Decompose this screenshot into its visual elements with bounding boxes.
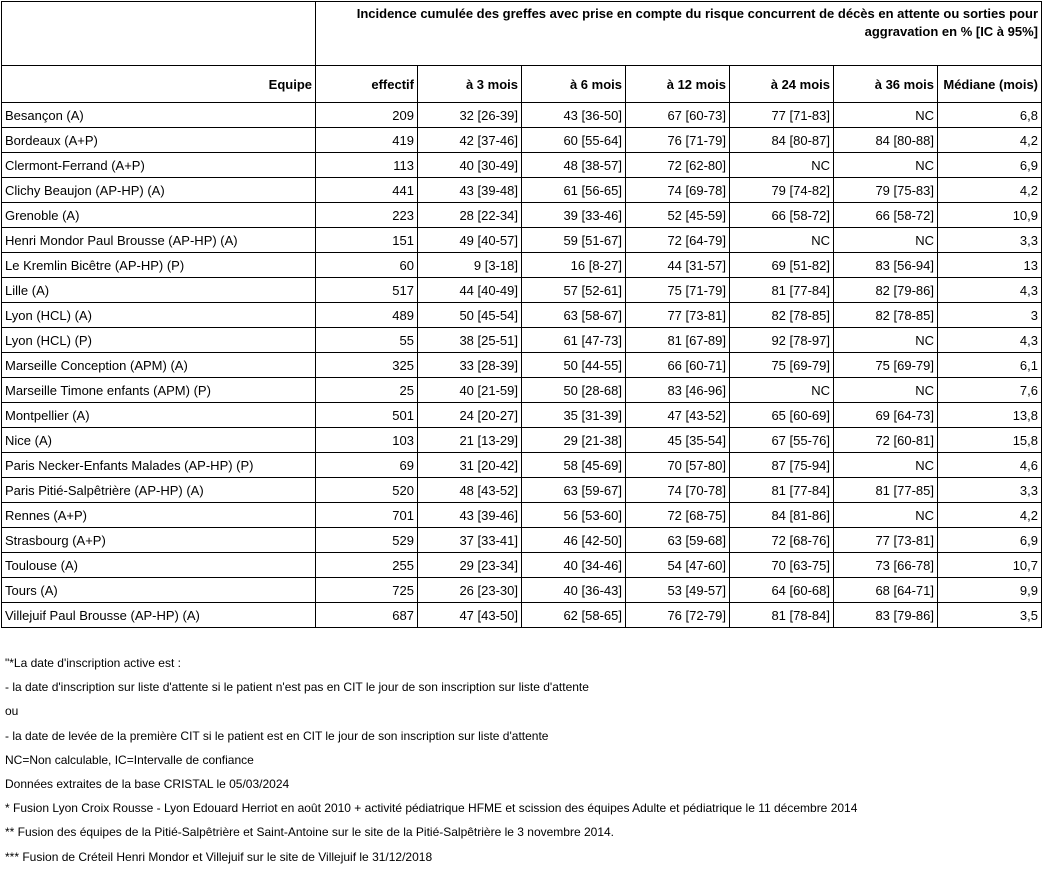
cell-24-mois: NC bbox=[730, 228, 834, 253]
cell-6-mois: 61 [47-73] bbox=[522, 328, 626, 353]
cell-3-mois: 38 [25-51] bbox=[418, 328, 522, 353]
cell-24-mois: 81 [77-84] bbox=[730, 278, 834, 303]
cell-36-mois: 81 [77-85] bbox=[834, 478, 938, 503]
cell-mediane: 10,7 bbox=[938, 553, 1042, 578]
cell-equipe: Rennes (A+P) bbox=[2, 503, 316, 528]
cell-36-mois: 82 [79-86] bbox=[834, 278, 938, 303]
cell-3-mois: 48 [43-52] bbox=[418, 478, 522, 503]
cell-mediane: 3,3 bbox=[938, 228, 1042, 253]
table-row bbox=[2, 178, 1042, 203]
footnote-line: ** Fusion des équipes de la Pitié-Salpêtrière et Saint-Antoine sur le site de la Pitié-Salpêtrière le 3 novembre 2014. bbox=[5, 825, 615, 840]
cell-36-mois: 75 [69-79] bbox=[834, 353, 938, 378]
table-row bbox=[2, 478, 1042, 503]
cell-12-mois: 77 [73-81] bbox=[626, 303, 730, 328]
cell-6-mois: 63 [59-67] bbox=[522, 478, 626, 503]
cell-24-mois: 65 [60-69] bbox=[730, 403, 834, 428]
cell-12-mois: 63 [59-68] bbox=[626, 528, 730, 553]
header-3-mois: à 3 mois bbox=[418, 66, 522, 103]
header-36-mois: à 36 mois bbox=[834, 66, 938, 103]
cell-24-mois: 92 [78-97] bbox=[730, 328, 834, 353]
cell-12-mois: 67 [60-73] bbox=[626, 103, 730, 128]
cell-mediane: 6,1 bbox=[938, 353, 1042, 378]
table-row bbox=[2, 153, 1042, 178]
cell-36-mois: NC bbox=[834, 228, 938, 253]
cell-3-mois: 31 [20-42] bbox=[418, 453, 522, 478]
cell-effectif: 223 bbox=[316, 203, 418, 228]
cell-equipe: Bordeaux (A+P) bbox=[2, 128, 316, 153]
cell-equipe: Lille (A) bbox=[2, 278, 316, 303]
cell-36-mois: 84 [80-88] bbox=[834, 128, 938, 153]
cell-6-mois: 58 [45-69] bbox=[522, 453, 626, 478]
table-row bbox=[2, 253, 1042, 278]
cell-3-mois: 50 [45-54] bbox=[418, 303, 522, 328]
cell-effectif: 103 bbox=[316, 428, 418, 453]
table-row bbox=[2, 428, 1042, 453]
cell-equipe: Paris Necker-Enfants Malades (AP-HP) (P) bbox=[2, 453, 316, 478]
table-row bbox=[2, 578, 1042, 603]
table-row bbox=[2, 503, 1042, 528]
cell-effectif: 419 bbox=[316, 128, 418, 153]
cell-24-mois: 84 [81-86] bbox=[730, 503, 834, 528]
cell-mediane: 4,2 bbox=[938, 128, 1042, 153]
footnote-line: NC=Non calculable, IC=Intervalle de confiance bbox=[5, 752, 254, 767]
footnote-line: ou bbox=[5, 704, 19, 719]
cell-equipe: Montpellier (A) bbox=[2, 403, 316, 428]
cell-equipe: Grenoble (A) bbox=[2, 203, 316, 228]
cell-36-mois: NC bbox=[834, 453, 938, 478]
cell-equipe: Marseille Conception (APM) (A) bbox=[2, 353, 316, 378]
cell-36-mois: NC bbox=[834, 328, 938, 353]
cell-3-mois: 33 [28-39] bbox=[418, 353, 522, 378]
cell-24-mois: 70 [63-75] bbox=[730, 553, 834, 578]
cell-effectif: 725 bbox=[316, 578, 418, 603]
table-row bbox=[2, 528, 1042, 553]
cell-6-mois: 60 [55-64] bbox=[522, 128, 626, 153]
cell-36-mois: 69 [64-73] bbox=[834, 403, 938, 428]
cell-12-mois: 83 [46-96] bbox=[626, 378, 730, 403]
cell-36-mois: NC bbox=[834, 503, 938, 528]
cell-24-mois: 75 [69-79] bbox=[730, 353, 834, 378]
cell-6-mois: 43 [36-50] bbox=[522, 103, 626, 128]
table-row bbox=[2, 328, 1042, 353]
cell-36-mois: 68 [64-71] bbox=[834, 578, 938, 603]
cell-6-mois: 63 [58-67] bbox=[522, 303, 626, 328]
cell-3-mois: 43 [39-48] bbox=[418, 178, 522, 203]
cell-mediane: 4,2 bbox=[938, 178, 1042, 203]
super-header-title: Incidence cumulée des greffes avec prise en compte du risque concurrent de décès en attente ou sorties pour aggravation en % [IC à 95%] bbox=[316, 2, 1042, 66]
cell-6-mois: 16 [8-27] bbox=[522, 253, 626, 278]
table-row bbox=[2, 553, 1042, 578]
table-row bbox=[2, 453, 1042, 478]
cell-24-mois: 77 [71-83] bbox=[730, 103, 834, 128]
cell-24-mois: 84 [80-87] bbox=[730, 128, 834, 153]
table-row bbox=[2, 303, 1042, 328]
cell-mediane: 6,8 bbox=[938, 103, 1042, 128]
cell-effectif: 255 bbox=[316, 553, 418, 578]
footnote-line: Données extraites de la base CRISTAL le 05/03/2024 bbox=[5, 776, 290, 791]
cell-6-mois: 35 [31-39] bbox=[522, 403, 626, 428]
cell-mediane: 4,3 bbox=[938, 278, 1042, 303]
cell-equipe: Strasbourg (A+P) bbox=[2, 528, 316, 553]
cell-6-mois: 59 [51-67] bbox=[522, 228, 626, 253]
cell-3-mois: 40 [30-49] bbox=[418, 153, 522, 178]
incidence-table bbox=[1, 1, 1042, 628]
cell-3-mois: 49 [40-57] bbox=[418, 228, 522, 253]
cell-effectif: 325 bbox=[316, 353, 418, 378]
cell-12-mois: 54 [47-60] bbox=[626, 553, 730, 578]
cell-12-mois: 81 [67-89] bbox=[626, 328, 730, 353]
cell-12-mois: 75 [71-79] bbox=[626, 278, 730, 303]
cell-36-mois: NC bbox=[834, 378, 938, 403]
cell-36-mois: 77 [73-81] bbox=[834, 528, 938, 553]
cell-3-mois: 28 [22-34] bbox=[418, 203, 522, 228]
table-row bbox=[2, 603, 1042, 628]
cell-effectif: 520 bbox=[316, 478, 418, 503]
cell-effectif: 687 bbox=[316, 603, 418, 628]
cell-6-mois: 50 [44-55] bbox=[522, 353, 626, 378]
cell-mediane: 15,8 bbox=[938, 428, 1042, 453]
cell-24-mois: 87 [75-94] bbox=[730, 453, 834, 478]
cell-12-mois: 47 [43-52] bbox=[626, 403, 730, 428]
cell-24-mois: 81 [77-84] bbox=[730, 478, 834, 503]
cell-mediane: 4,6 bbox=[938, 453, 1042, 478]
cell-equipe: Toulouse (A) bbox=[2, 553, 316, 578]
cell-mediane: 3,3 bbox=[938, 478, 1042, 503]
column-header-row bbox=[2, 66, 1042, 103]
cell-effectif: 517 bbox=[316, 278, 418, 303]
cell-12-mois: 66 [60-71] bbox=[626, 353, 730, 378]
cell-mediane: 13 bbox=[938, 253, 1042, 278]
cell-36-mois: 66 [58-72] bbox=[834, 203, 938, 228]
cell-12-mois: 44 [31-57] bbox=[626, 253, 730, 278]
footnote-line: "*La date d'inscription active est : bbox=[5, 656, 181, 670]
table-row bbox=[2, 403, 1042, 428]
table-row bbox=[2, 128, 1042, 153]
cell-12-mois: 76 [72-79] bbox=[626, 603, 730, 628]
cell-mediane: 10,9 bbox=[938, 203, 1042, 228]
cell-6-mois: 46 [42-50] bbox=[522, 528, 626, 553]
cell-6-mois: 29 [21-38] bbox=[522, 428, 626, 453]
cell-equipe: Marseille Timone enfants (APM) (P) bbox=[2, 378, 316, 403]
cell-36-mois: NC bbox=[834, 153, 938, 178]
cell-equipe: Henri Mondor Paul Brousse (AP-HP) (A) bbox=[2, 228, 316, 253]
cell-36-mois: 83 [79-86] bbox=[834, 603, 938, 628]
cell-mediane: 9,9 bbox=[938, 578, 1042, 603]
header-equipe: Equipe bbox=[2, 66, 316, 103]
cell-3-mois: 26 [23-30] bbox=[418, 578, 522, 603]
cell-effectif: 113 bbox=[316, 153, 418, 178]
cell-6-mois: 40 [34-46] bbox=[522, 553, 626, 578]
cell-3-mois: 42 [37-46] bbox=[418, 128, 522, 153]
cell-equipe: Paris Pitié-Salpêtrière (AP-HP) (A) bbox=[2, 478, 316, 503]
cell-12-mois: 76 [71-79] bbox=[626, 128, 730, 153]
cell-effectif: 441 bbox=[316, 178, 418, 203]
cell-effectif: 209 bbox=[316, 103, 418, 128]
cell-36-mois: 72 [60-81] bbox=[834, 428, 938, 453]
cell-6-mois: 57 [52-61] bbox=[522, 278, 626, 303]
footnotes bbox=[5, 651, 857, 869]
cell-6-mois: 40 [36-43] bbox=[522, 578, 626, 603]
cell-12-mois: 70 [57-80] bbox=[626, 453, 730, 478]
cell-36-mois: 83 [56-94] bbox=[834, 253, 938, 278]
cell-24-mois: 66 [58-72] bbox=[730, 203, 834, 228]
header-24-mois: à 24 mois bbox=[730, 66, 834, 103]
cell-effectif: 25 bbox=[316, 378, 418, 403]
cell-12-mois: 74 [69-78] bbox=[626, 178, 730, 203]
cell-effectif: 151 bbox=[316, 228, 418, 253]
cell-24-mois: 64 [60-68] bbox=[730, 578, 834, 603]
footnote-line: - la date de levée de la première CIT si le patient est en CIT le jour de son inscription sur liste d'attente bbox=[5, 728, 549, 743]
cell-equipe: Clermont-Ferrand (A+P) bbox=[2, 153, 316, 178]
cell-mediane: 4,2 bbox=[938, 503, 1042, 528]
cell-12-mois: 72 [68-75] bbox=[626, 503, 730, 528]
cell-effectif: 489 bbox=[316, 303, 418, 328]
cell-36-mois: NC bbox=[834, 103, 938, 128]
cell-12-mois: 74 [70-78] bbox=[626, 478, 730, 503]
cell-effectif: 60 bbox=[316, 253, 418, 278]
header-6-mois: à 6 mois bbox=[522, 66, 626, 103]
cell-12-mois: 72 [62-80] bbox=[626, 153, 730, 178]
cell-equipe: Besançon (A) bbox=[2, 103, 316, 128]
cell-24-mois: NC bbox=[730, 153, 834, 178]
cell-effectif: 529 bbox=[316, 528, 418, 553]
cell-24-mois: 72 [68-76] bbox=[730, 528, 834, 553]
cell-3-mois: 29 [23-34] bbox=[418, 553, 522, 578]
cell-3-mois: 32 [26-39] bbox=[418, 103, 522, 128]
cell-12-mois: 53 [49-57] bbox=[626, 578, 730, 603]
cell-12-mois: 52 [45-59] bbox=[626, 203, 730, 228]
table-row bbox=[2, 378, 1042, 403]
empty-corner-cell bbox=[2, 2, 316, 66]
cell-24-mois: NC bbox=[730, 378, 834, 403]
cell-24-mois: 82 [78-85] bbox=[730, 303, 834, 328]
cell-mediane: 3 bbox=[938, 303, 1042, 328]
cell-effectif: 55 bbox=[316, 328, 418, 353]
cell-36-mois: 79 [75-83] bbox=[834, 178, 938, 203]
footnote-line: * Fusion Lyon Croix Rousse - Lyon Edouard Herriot en août 2010 + activité pédiatrique HFME et scission des équipes Adulte et pédiatrique le 11 décembre 2014 bbox=[5, 801, 858, 816]
cell-3-mois: 9 [3-18] bbox=[418, 253, 522, 278]
cell-24-mois: 79 [74-82] bbox=[730, 178, 834, 203]
cell-effectif: 701 bbox=[316, 503, 418, 528]
cell-equipe: Clichy Beaujon (AP-HP) (A) bbox=[2, 178, 316, 203]
cell-equipe: Le Kremlin Bicêtre (AP-HP) (P) bbox=[2, 253, 316, 278]
cell-mediane: 13,8 bbox=[938, 403, 1042, 428]
cell-equipe: Tours (A) bbox=[2, 578, 316, 603]
header-effectif: effectif bbox=[316, 66, 418, 103]
cell-equipe: Lyon (HCL) (A) bbox=[2, 303, 316, 328]
cell-24-mois: 81 [78-84] bbox=[730, 603, 834, 628]
footnote-line: - la date d'inscription sur liste d'attente si le patient n'est pas en CIT le jour de son inscription sur liste d'attente bbox=[5, 680, 589, 695]
cell-effectif: 69 bbox=[316, 453, 418, 478]
cell-mediane: 4,3 bbox=[938, 328, 1042, 353]
footnote-line: *** Fusion de Créteil Henri Mondor et Villejuif sur le site de Villejuif le 31/12/2018 bbox=[5, 849, 433, 864]
cell-3-mois: 40 [21-59] bbox=[418, 378, 522, 403]
cell-12-mois: 72 [64-79] bbox=[626, 228, 730, 253]
cell-effectif: 501 bbox=[316, 403, 418, 428]
cell-mediane: 7,6 bbox=[938, 378, 1042, 403]
cell-36-mois: 82 [78-85] bbox=[834, 303, 938, 328]
cell-3-mois: 47 [43-50] bbox=[418, 603, 522, 628]
cell-6-mois: 56 [53-60] bbox=[522, 503, 626, 528]
header-mediane: Médiane (mois) bbox=[938, 66, 1042, 103]
table-row bbox=[2, 203, 1042, 228]
cell-24-mois: 69 [51-82] bbox=[730, 253, 834, 278]
table-row bbox=[2, 278, 1042, 303]
cell-mediane: 3,5 bbox=[938, 603, 1042, 628]
cell-3-mois: 37 [33-41] bbox=[418, 528, 522, 553]
cell-24-mois: 67 [55-76] bbox=[730, 428, 834, 453]
cell-mediane: 6,9 bbox=[938, 153, 1042, 178]
cell-12-mois: 45 [35-54] bbox=[626, 428, 730, 453]
cell-mediane: 6,9 bbox=[938, 528, 1042, 553]
cell-6-mois: 48 [38-57] bbox=[522, 153, 626, 178]
cell-3-mois: 24 [20-27] bbox=[418, 403, 522, 428]
cell-6-mois: 50 [28-68] bbox=[522, 378, 626, 403]
cell-equipe: Lyon (HCL) (P) bbox=[2, 328, 316, 353]
cell-equipe: Nice (A) bbox=[2, 428, 316, 453]
cell-6-mois: 62 [58-65] bbox=[522, 603, 626, 628]
cell-36-mois: 73 [66-78] bbox=[834, 553, 938, 578]
cell-3-mois: 21 [13-29] bbox=[418, 428, 522, 453]
table-row bbox=[2, 228, 1042, 253]
table-row bbox=[2, 353, 1042, 378]
super-header-row bbox=[2, 2, 1042, 66]
cell-equipe: Villejuif Paul Brousse (AP-HP) (A) bbox=[2, 603, 316, 628]
header-12-mois: à 12 mois bbox=[626, 66, 730, 103]
cell-6-mois: 39 [33-46] bbox=[522, 203, 626, 228]
table-row bbox=[2, 103, 1042, 128]
cell-3-mois: 43 [39-46] bbox=[418, 503, 522, 528]
cell-6-mois: 61 [56-65] bbox=[522, 178, 626, 203]
cell-3-mois: 44 [40-49] bbox=[418, 278, 522, 303]
